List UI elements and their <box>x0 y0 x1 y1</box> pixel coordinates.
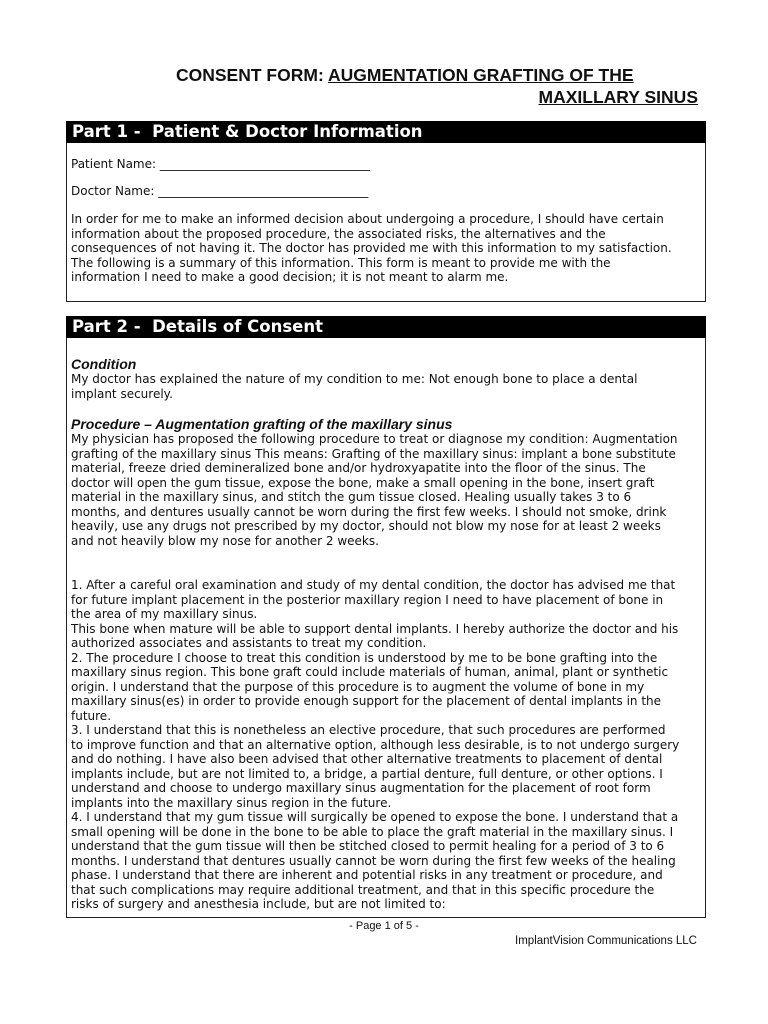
procedure-line: material, freeze dried demineralized bone and/or hydroxyapatite into the floor of the sinus. The <box>71 461 646 475</box>
intro-line: information I need to make a good decision; it is not meant to alarm me. <box>71 270 509 284</box>
condition-line: My doctor has explained the nature of my condition to me: Not enough bone to place a dental <box>71 372 638 386</box>
part2-header: Part 2 - Details of Consent <box>66 316 706 338</box>
numbered-line: for future implant placement in the posterior maxillary region I need to have placement of bone in <box>71 592 664 607</box>
title-line-2 <box>176 86 698 108</box>
part1-intro <box>71 212 703 285</box>
intro-line: consequences of not having it. The doctor has provided me with this information to my satisfaction. <box>71 241 672 255</box>
numbered-line: authorized associates and assistants to treat my condition. <box>71 636 427 650</box>
part1-header: Part 1 - Patient & Doctor Information <box>66 121 706 143</box>
numbered-line: to improve function and that an alternative option, although less desirable, is to not undergo surgery <box>71 737 680 752</box>
numbered-line: maxillary sinus region. This bone graft could include materials of human, animal, plant or synthetic <box>71 665 669 679</box>
page-number: - Page 1 of 5 - <box>349 920 419 932</box>
part1-box <box>66 143 706 302</box>
numbered-line: 3. I understand that this is nonetheless an elective procedure, that such procedures are performed <box>71 723 666 737</box>
numbered-line: risks of surgery and anesthesia include, but are not limited to: <box>71 897 446 911</box>
procedure-line: and not heavily blow my nose for another 2 weeks. <box>71 533 379 548</box>
numbered-line: understand and choose to undergo maxillary sinus augmentation for the placement of root form <box>71 781 651 795</box>
numbered-line: understand that the gum tissue will then be stitched closed to permit healing for a period of 3 to 6 <box>71 839 665 853</box>
numbered-line: the area of my maxillary sinus. <box>71 607 258 621</box>
condition-line: implant securely. <box>71 386 173 401</box>
title-underlined-1: AUGMENTATION GRAFTING OF THE <box>327 65 634 85</box>
numbered-text <box>71 578 703 912</box>
numbered-line: 4. I understand that my gum tissue will surgically be opened to expose the bone. I understand that a <box>71 810 679 824</box>
numbered-line: future. <box>71 708 112 723</box>
patient-name-field[interactable]: Patient Name: ___________________________________ <box>71 157 370 171</box>
procedure-line: grafting of the maxillary sinus This means: Grafting of the maxillary sinus: implant a bone substitute <box>71 446 676 461</box>
numbered-line: This bone when mature will be able to support dental implants. I hereby authorize the doctor and his <box>71 621 679 636</box>
title-line-1 <box>176 64 698 86</box>
numbered-line: 1. After a careful oral examination and study of my dental condition, the doctor has advised me that <box>71 578 676 592</box>
condition-heading: Condition <box>71 356 137 372</box>
procedure-heading: Procedure – Augmentation grafting of the maxillary sinus <box>71 416 453 432</box>
doctor-name-field[interactable]: Doctor Name: ___________________________________ <box>71 184 369 198</box>
title-prefix: CONSENT FORM: <box>176 65 328 85</box>
title-underlined-2: MAXILLARY SINUS <box>538 87 698 107</box>
intro-line: The following is a summary of this information. This form is meant to provide me with the <box>71 255 611 270</box>
procedure-line: doctor will open the gum tissue, expose the bone, make a small opening in the bone, insert graft <box>71 475 655 490</box>
numbered-line: implants into the maxillary sinus region in the future. <box>71 795 392 810</box>
numbered-line: that such complications may require additional treatment, and that in this specific procedure the <box>71 882 655 897</box>
numbered-line: maxillary sinus(es) in order to provide enough support for the placement of dental implants in the <box>71 694 662 708</box>
numbered-line: and do nothing. I have also been advised that other alternative treatments to placement of dental <box>71 752 663 766</box>
form-title <box>176 64 698 108</box>
procedure-line: material in the maxillary sinus, and stitch the gum tissue closed. Healing usually takes 3 to 6 <box>71 490 632 504</box>
intro-line: In order for me to make an informed decision about undergoing a procedure, I should have certain <box>71 212 664 226</box>
numbered-line: implants include, but are not limited to, a bridge, a partial denture, full denture, or other options. I <box>71 766 663 781</box>
procedure-line: My physician has proposed the following procedure to treat or diagnose my condition: Augmentation <box>71 432 678 446</box>
numbered-line: origin. I understand that the purpose of this procedure is to augment the volume of bone in my <box>71 679 645 694</box>
numbered-line: months. I understand that dentures usually cannot be worn during the first few weeks of the healing <box>71 853 676 868</box>
company-name: ImplantVision Communications LLC <box>515 935 697 947</box>
intro-line: information about the proposed procedure, the associated risks, the alternatives and the <box>71 226 606 241</box>
procedure-line: months, and dentures usually cannot be worn during the first few weeks. I should not smoke, drink <box>71 504 667 519</box>
numbered-line: 2. The procedure I choose to treat this condition is understood by me to be bone grafting into the <box>71 650 658 665</box>
numbered-line: small opening will be done in the bone to be able to place the graft material in the maxillary sinus. I <box>71 824 674 839</box>
procedure-line: heavily, use any drugs not prescribed by my doctor, should not blow my nose for at least 2 weeks <box>71 519 661 533</box>
condition-text <box>71 372 703 401</box>
numbered-line: phase. I understand that there are inherent and potential risks in any treatment or procedure, and <box>71 868 663 882</box>
procedure-text <box>71 432 703 548</box>
part2-box <box>66 338 706 918</box>
